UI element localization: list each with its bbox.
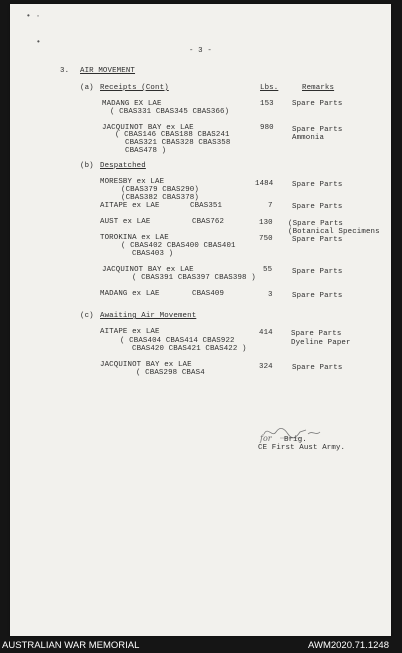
- case-numbers: (CBAS382 CBAS378): [121, 194, 199, 202]
- footer-institution: AUSTRALIAN WAR MEMORIAL: [2, 640, 140, 651]
- case-numbers: ( CBAS146 CBAS188 CBAS241: [115, 131, 230, 139]
- case-numbers: (CBAS379 CBAS290): [121, 186, 199, 194]
- signatory-title: CE First Aust Army.: [258, 444, 346, 452]
- weight: 130: [259, 219, 273, 227]
- weight: 3: [268, 291, 273, 299]
- case-numbers: ( CBAS298 CBAS4: [136, 369, 205, 377]
- remarks: Spare Parts: [292, 292, 343, 300]
- subsection-title: Despatched: [100, 162, 146, 170]
- weight: 414: [259, 329, 273, 337]
- remarks: (Botanical Specimens: [288, 228, 380, 236]
- footer-accession: AWM2020.71.1248: [308, 640, 389, 651]
- weight: 324: [259, 363, 273, 371]
- subsection-label: (b): [80, 162, 94, 170]
- case-numbers: CBAS478 ): [125, 147, 167, 155]
- case-numbers: ( CBAS331 CBAS345 CBAS366): [110, 108, 230, 116]
- signatory-rank: Brig.: [284, 436, 307, 444]
- subsection-label: (a): [80, 84, 94, 92]
- case-numbers: CBAS762: [192, 218, 225, 226]
- section-title: AIR MOVEMENT: [80, 67, 136, 75]
- destination: MORESBY ex LAE: [100, 178, 165, 186]
- remarks: Spare Parts: [292, 364, 343, 372]
- remarks: Ammonia: [292, 134, 325, 142]
- weight: 1484: [255, 180, 274, 188]
- subsection-title: Receipts (Cont): [100, 84, 169, 92]
- destination: JACQUINOT BAY ex LAE: [100, 361, 192, 369]
- case-numbers: CBAS420 CBAS421 CBAS422 ): [132, 345, 247, 353]
- punch-mark: • ·: [26, 12, 41, 21]
- punch-mark: •: [36, 38, 41, 47]
- destination: AITAPE ex LAE: [100, 202, 160, 210]
- remarks: Spare Parts: [292, 181, 343, 189]
- case-numbers: ( CBAS404 CBAS414 CBAS922: [120, 337, 235, 345]
- signature-for: for: [260, 434, 272, 443]
- destination: JACQUINOT BAY ex LAE: [102, 266, 194, 274]
- weight: 7: [268, 202, 273, 210]
- destination: JACQUINOT BAY ex LAE: [102, 124, 194, 132]
- column-header-remarks: Remarks: [302, 84, 335, 92]
- remarks: Dyeline Paper: [291, 339, 351, 347]
- section-number: 3.: [60, 67, 70, 75]
- case-numbers: CBAS403 ): [132, 250, 174, 258]
- weight: 980: [260, 124, 274, 132]
- weight: 153: [260, 100, 274, 108]
- case-numbers: CBAS351: [190, 202, 223, 210]
- destination: TOROKINA ex LAE: [100, 234, 169, 242]
- case-numbers: ( CBAS391 CBAS397 CBAS398 ): [132, 274, 256, 282]
- subsection-label: (c): [80, 312, 94, 320]
- document-page: [10, 4, 391, 636]
- remarks: Spare Parts: [291, 330, 342, 338]
- destination: AITAPE ex LAE: [100, 328, 160, 336]
- subsection-title: Awaiting Air Movement: [100, 312, 197, 320]
- weight: 55: [263, 266, 273, 274]
- page-number: - 3 -: [189, 47, 212, 55]
- case-numbers: CBAS321 CBAS328 CBAS358: [125, 139, 231, 147]
- destination: AUST ex LAE: [100, 218, 151, 226]
- remarks: Spare Parts: [292, 100, 343, 108]
- case-numbers: CBAS409: [192, 290, 225, 298]
- destination: MADANG EX LAE: [102, 100, 162, 108]
- remarks: Spare Parts: [292, 203, 343, 211]
- destination: MADANG ex LAE: [100, 290, 160, 298]
- remarks: (Spare Parts: [288, 220, 344, 228]
- weight: 750: [259, 235, 273, 243]
- case-numbers: ( CBAS402 CBAS400 CBAS401: [121, 242, 236, 250]
- remarks: Spare Parts: [292, 236, 343, 244]
- remarks: Spare Parts: [292, 268, 343, 276]
- column-header-lbs: Lbs.: [260, 84, 279, 92]
- remarks: Spare Parts: [292, 126, 343, 134]
